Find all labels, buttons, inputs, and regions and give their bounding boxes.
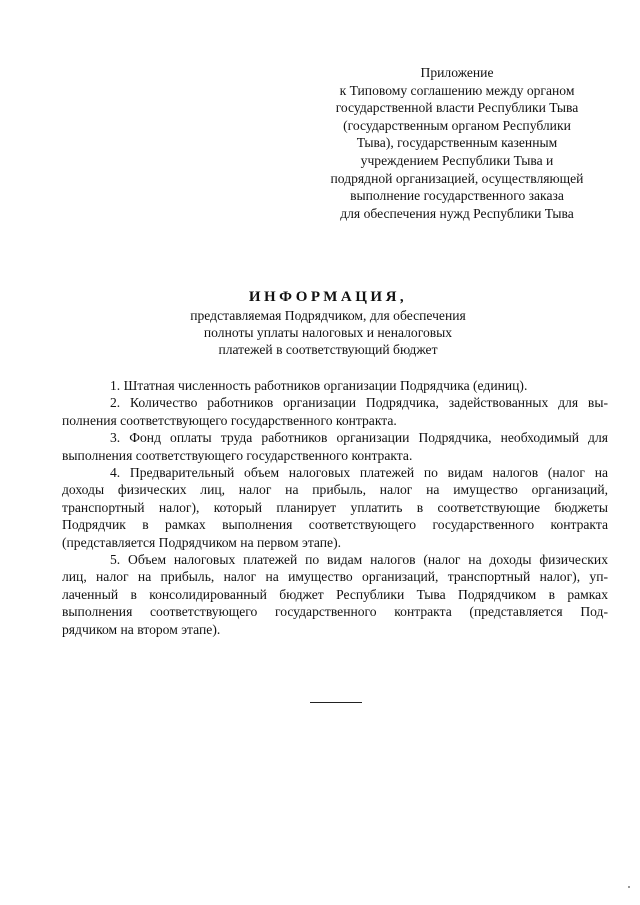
list-item-4 (62, 464, 608, 551)
list-item-1 (62, 377, 608, 394)
paragraph-line: 4. Предварительный объем налоговых платежей по видам налогов (налог на (110, 465, 608, 481)
paragraph-line: 3. Фонд оплаты труда работников организации Подрядчика, необходимый для (110, 430, 608, 446)
paragraph-line: полнения соответствующего государственного контракта. (62, 412, 397, 428)
document-title: ИНФОРМАЦИЯ, (248, 289, 408, 305)
appendix-line: (государственным органом Республики (343, 117, 571, 133)
end-separator-line (310, 702, 362, 703)
paragraph-line: 5. Объем налоговых платежей по видам налогов (налог на доходы физических (110, 552, 608, 568)
paragraph-line: транспортный налог), который планирует уплатить в соответствующие бюджеты (62, 499, 608, 515)
paragraph-line: 2. Количество работников организации Подрядчика, задействованных для вы- (110, 395, 608, 411)
list-item-3 (62, 429, 608, 464)
paragraph-line: выполнения соответствующего государственного контракта (представляется Под- (62, 604, 608, 620)
list-item-5 (62, 551, 608, 638)
paragraph-line: лаченный в консолидированный бюджет Республики Тыва Подрядчиком в рамках (62, 586, 608, 602)
appendix-line: подрядной организацией, осуществляющей (330, 170, 584, 186)
scan-speck (628, 886, 630, 888)
document-body (62, 377, 608, 638)
document-subtitle-line: платежей в соответствующий бюджет (218, 342, 438, 358)
paragraph-line: Подрядчик в рамках выполнения соответствующего государственного контракта (62, 517, 608, 533)
paragraph-line: (представляется Подрядчиком на первом этапе). (62, 534, 342, 550)
appendix-line: для обеспечения нужд Республики Тыва (340, 205, 574, 221)
appendix-line: Приложение (420, 65, 494, 80)
document-subtitle-line: полноты уплаты налоговых и неналоговых (203, 325, 453, 341)
paragraph-line: 1. Штатная численность работников организации Подрядчика (единиц). (110, 378, 528, 393)
appendix-block (318, 64, 596, 222)
appendix-line: государственной власти Республики Тыва (335, 100, 579, 116)
appendix-line: к Типовому соглашению между органом (339, 82, 575, 98)
appendix-line: Тыва), государственным казенным (356, 135, 558, 151)
paragraph-line: доходы физических лиц, налог на прибыль, налог на имущество организаций, (62, 482, 608, 498)
paragraph-line: выполнения соответствующего государственного контракта. (62, 447, 413, 463)
paragraph-line: рядчиком на втором этапе). (62, 621, 221, 637)
paragraph-line: лиц, налог на прибыль, налог на имущество организаций, транспортный налог), уп- (62, 569, 608, 585)
appendix-line: учреждением Республики Тыва и (360, 152, 554, 168)
document-heading (88, 287, 568, 359)
list-item-2 (62, 394, 608, 429)
document-subtitle-line: представляемая Подрядчиком, для обеспечения (190, 308, 466, 323)
appendix-line: выполнение государственного заказа (350, 188, 564, 204)
